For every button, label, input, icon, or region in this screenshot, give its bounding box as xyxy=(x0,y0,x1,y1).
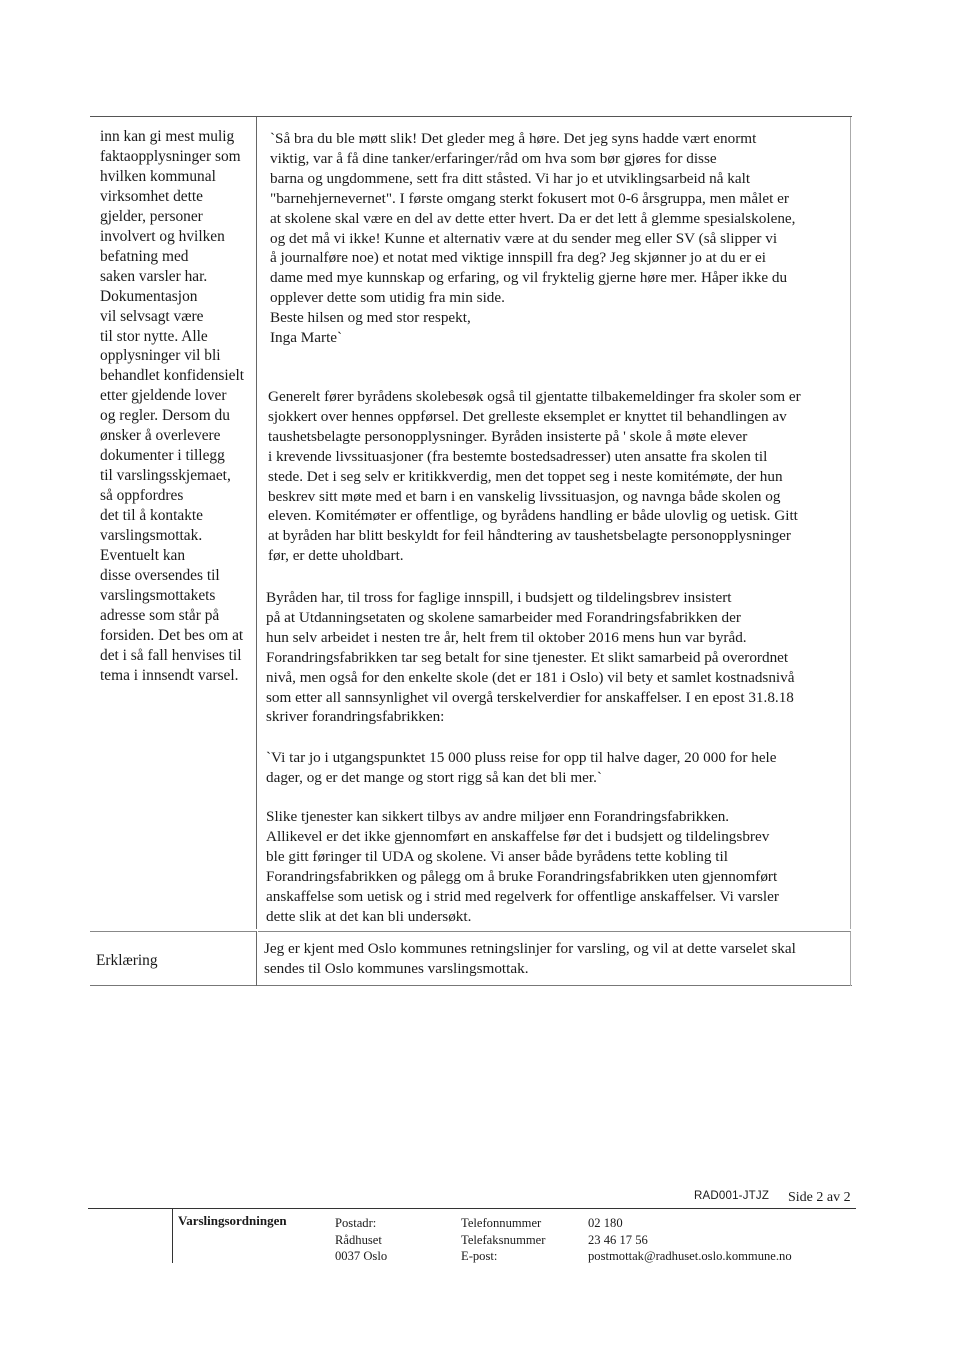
phone-number: 02 180 xyxy=(588,1216,623,1230)
footer-address xyxy=(335,1215,387,1265)
guidance-text: inn kan gi mest mulig faktaopplysninger som hvilken kommunal virksomhet dette gjelder, personer involvert og hvilken befatning med saken varsler har. Dokumentasjon vil selvsagt være til stor nytte. Alle opplysninger vil bli behandlet konfidensielt etter gjeldende lover og regler. Dersom du ønsker å overlevere dokumenter i tillegg til varslingsskjemaet, så oppfordres det til å kontakte varslingsmottak. Eventuelt kan disse oversendes til varslingsmottakets adresse som står på forsiden. Det bes om at det i så fall henvises til tema i innsendt varsel. xyxy=(100,128,245,684)
footer-organization: Varslingsordningen xyxy=(178,1213,287,1228)
declaration-text: Jeg er kjent med Oslo kommunes retningslinjer for varsling, og vil at dette varselet skal sendes til Oslo kommunes varslingsmottak. xyxy=(264,940,796,977)
collaboration-paragraph: Byråden har, til tross for faglige innspill, i budsjett og tildelingsbrev insistert på at Utdanningsetaten og skolene samarbeider med Forandringsfabrikken der hun selv arbeidet i nesten tre år, helt frem til oktober 2016 mens hun var byråd. Forandringsfabrikken tar seg betalt for sine tjenester. Et slikt samarbeid på overordnet nivå, men også for den enkelte skole (det er 181 i Oslo) vil bety et samlet kostnadsnivå som etter all sannsynlighet vil overgå terskelverdier for anskaffelser. I en epost 31.8.18 skriver forandringsfabrikken: xyxy=(266,589,795,726)
quoted-message: `Så bra du ble møtt slik! Det gleder meg å høre. Det jeg syns hadde vært enormt viktig, var å få dine tanker/erfaringer/råd om hva som bør gjøres for disse barna og ungdommene, sett fra ditt ståsted. Vi har jo et utviklingsarbeid nå kalt "barnehjernevernet". I første omgang sterkt fokusert mot 0-6 årsgruppa, men målet er at skolene skal være en del av dette etter hvert. Da er det lett å glemme spesialskolene, og det må vi ikke! Kunne et alternativ være at du sender meg eller SV (så slipper vi å journalføre noe) et notat med viktige innspill fra deg? Jeg skjønner jo at du er ei dame med mye kunnskap og erfaring, og vil fryktelig gjerne høre mer. Håper ikke du opplever dette som utidig fra min side. Beste hilsen og med stor respekt, Inga Marte` xyxy=(270,130,796,347)
declaration-label-cell xyxy=(90,931,257,986)
address-line-2: 0037 Oslo xyxy=(335,1249,388,1263)
footer-contact-labels xyxy=(461,1215,545,1265)
conclusion-paragraph: Slike tjenester kan sikkert tilbys av andre miljøer enn Forandringsfabrikken. Allikevel er det ikke gjennomført en anskaffelse før det i budsjett og tildelingsbrev ble gitt føringer til UDA og skolene. Vi anser både byrådens tette kobling til Forandringsfabrikken og pålegg om å bruke Forandringsfabrikken uten gjennomført anskaffelse som uetisk og i strid med regelverk for offentlige anskaffelser. Vi varsler dette slik at det kan bli undersøkt. xyxy=(266,808,779,925)
guidance-column xyxy=(90,117,257,929)
quoted-email: `Vi tar jo i utgangspunktet 15 000 pluss reise for opp til halve dager, 20 000 for hele dager, og er det mange og stort rigg så kan det bli mer.` xyxy=(266,749,777,786)
email-label: E-post: xyxy=(461,1249,498,1263)
declaration-cell xyxy=(258,931,851,986)
footer-vertical-divider xyxy=(172,1209,173,1263)
description-column xyxy=(258,117,851,929)
document-reference: RAD001-JTJZ xyxy=(694,1190,770,1202)
address-label: Postadr: xyxy=(335,1216,377,1230)
school-visit-paragraph: Generelt fører byrådens skolebesøk også til gjentatte tilbakemeldinger fra skoler som er sjokkert over hennes oppførsel. Det grelleste eksemplet er knyttet til behandlingen av taushetsbelagte personopplysninger. Byråden insisterte på ' skole å møte elever i krevende livssituasjoner (fra bestemte bostedsadresser) uten ansatte fra skolen til stede. Det i seg selv er kritikkverdig, men det toppet seg i neste komitémøte, der hun beskrev sitt møte med et barn i en vanskelig livssituasjon, og navnga både skolen og eleven. Komitémøter er offentlige, og byrådens handling er både ulovlig og uetisk. Gitt at byråden har blitt beskyldt for feil håndtering av taushetsbelagte personopplysninger før, er dette uholdbart. xyxy=(268,388,801,565)
declaration-label: Erklæring xyxy=(96,952,158,969)
footer-contact-values xyxy=(588,1215,792,1265)
varsel-form-table xyxy=(90,116,852,986)
email-address[interactable]: postmottak@radhuset.oslo.kommune.no xyxy=(588,1249,792,1263)
page-number: Side 2 av 2 xyxy=(788,1190,851,1205)
fax-number: 23 46 17 56 xyxy=(588,1232,648,1247)
phone-label: Telefonnummer xyxy=(461,1216,542,1230)
fax-label: Telefaksnummer xyxy=(461,1232,546,1247)
address-line-1: Rådhuset xyxy=(335,1232,382,1247)
footer-divider xyxy=(88,1208,856,1209)
